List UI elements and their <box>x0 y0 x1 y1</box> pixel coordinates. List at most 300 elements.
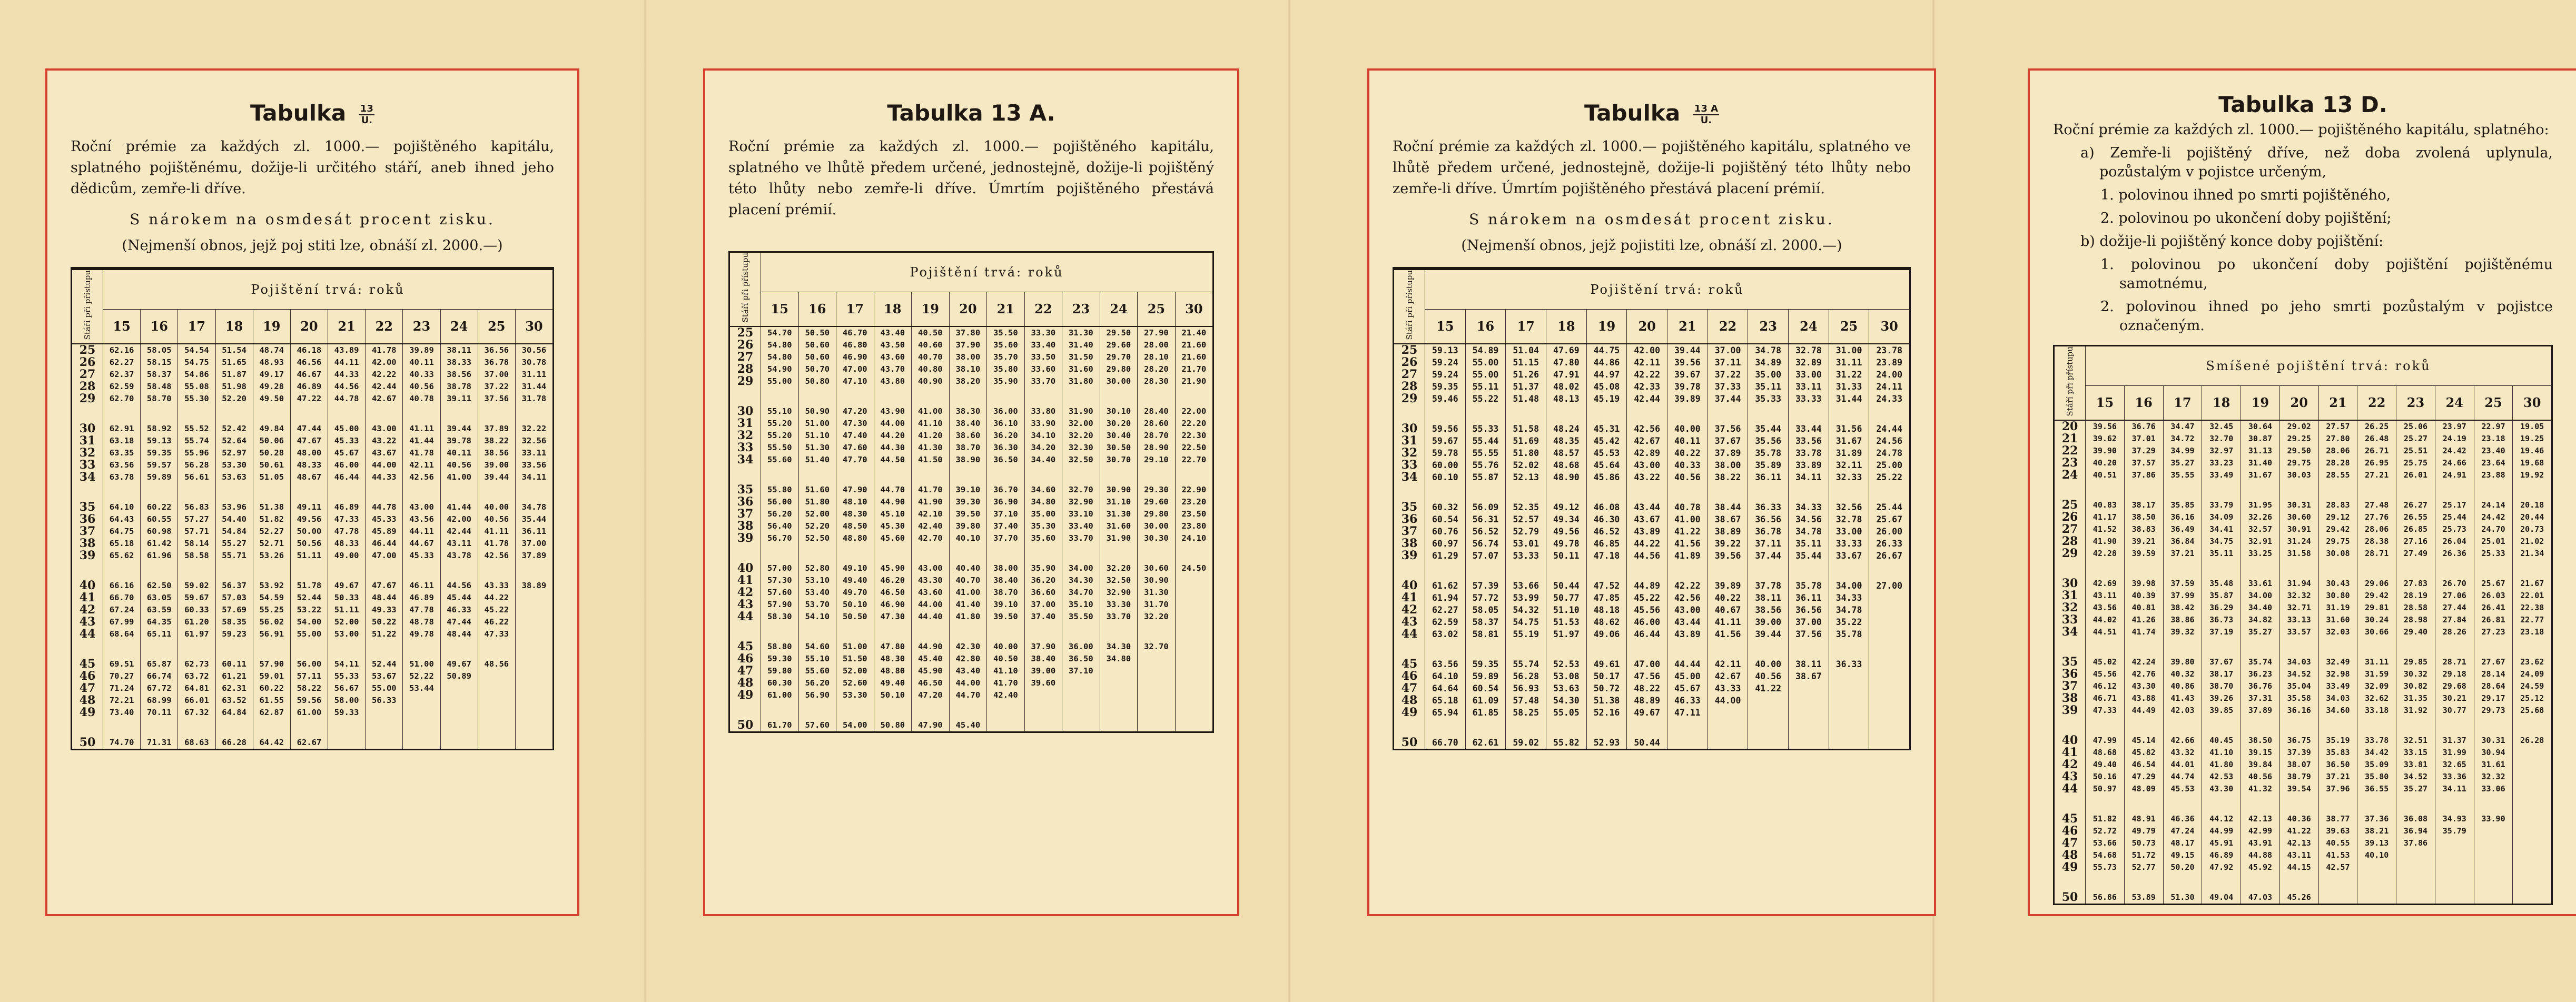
table-row <box>72 459 552 471</box>
panel-title <box>71 100 554 126</box>
duration-column-header: 24 <box>2435 386 2474 420</box>
premium-cell: 37.40 <box>1024 611 1062 623</box>
premium-cell: 38.70 <box>949 442 987 454</box>
premium-cell: 65.94 <box>1425 707 1466 719</box>
premium-cell: 44.15 <box>2279 861 2318 874</box>
premium-cell: 44.49 <box>2124 705 2163 717</box>
premium-cell: 35.22 <box>1829 616 1869 628</box>
table-row <box>1394 344 1909 356</box>
premium-cell: 64.84 <box>215 707 253 719</box>
duration-column-header: 20 <box>1627 310 1667 344</box>
premium-cell: 38.67 <box>1789 670 1829 682</box>
premium-cell: 25.33 <box>2474 548 2513 560</box>
premium-cell: 53.22 <box>290 604 328 616</box>
premium-cell: 25.00 <box>1869 459 1909 471</box>
age-cell: 39 <box>79 548 96 562</box>
fraction-top: 13 A <box>1694 103 1719 114</box>
premium-cell: 29.42 <box>2357 590 2396 602</box>
premium-cell: 51.40 <box>798 454 836 466</box>
premium-cell: 25.44 <box>1869 501 1909 513</box>
premium-cell: 41.20 <box>912 430 950 442</box>
premium-cell: 40.70 <box>912 351 950 363</box>
premium-cell: 24.09 <box>2513 668 2551 680</box>
premium-cell: 36.78 <box>1748 525 1789 538</box>
premium-cell: 35.80 <box>987 363 1025 375</box>
premium-cell: 48.24 <box>1546 423 1587 435</box>
premium-cell <box>1138 677 1176 689</box>
premium-cell: 49.15 <box>2163 849 2202 861</box>
premium-cell: 24.70 <box>2474 523 2513 535</box>
premium-cell: 25.68 <box>2513 705 2551 717</box>
premium-cell: 41.56 <box>1708 628 1748 640</box>
duration-column-header: 20 <box>290 310 328 344</box>
premium-cell: 49.67 <box>1627 707 1667 719</box>
premium-cell: 72.21 <box>103 695 141 707</box>
premium-cell: 34.52 <box>2279 668 2318 680</box>
premium-cell: 36.75 <box>2279 735 2318 747</box>
premium-cell <box>403 737 440 749</box>
premium-cell: 24.66 <box>2435 457 2474 469</box>
premium-cell: 64.43 <box>103 513 141 525</box>
premium-cell: 37.67 <box>1708 435 1748 447</box>
premium-cell: 28.83 <box>2318 499 2357 511</box>
premium-cell: 23.78 <box>1869 344 1909 356</box>
premium-cell: 33.33 <box>1829 538 1869 550</box>
premium-cell: 44.70 <box>949 689 987 701</box>
premium-cell: 35.27 <box>2241 626 2280 638</box>
premium-cell: 62.27 <box>1425 604 1466 616</box>
premium-cell: 59.35 <box>1425 381 1466 393</box>
table-row <box>1394 616 1909 628</box>
premium-cell: 31.11 <box>1829 356 1869 369</box>
premium-cell <box>515 658 552 670</box>
premium-cell: 36.56 <box>1748 513 1789 525</box>
premium-cell: 55.19 <box>1506 628 1546 640</box>
premium-cell: 30.32 <box>2396 668 2435 680</box>
premium-cell: 58.37 <box>1465 616 1506 628</box>
premium-cell: 35.48 <box>2202 578 2241 590</box>
age-cell: 39 <box>737 531 754 545</box>
premium-cell: 66.70 <box>1425 737 1466 749</box>
premium-cell: 52.02 <box>1506 459 1546 471</box>
age-cell: 32 <box>2061 600 2078 614</box>
premium-cell: 62.50 <box>141 580 178 592</box>
premium-cell: 46.44 <box>1627 628 1667 640</box>
duration-column-header: 24 <box>1100 292 1138 326</box>
age-cell: 32 <box>1401 445 1418 460</box>
premium-cell: 46.52 <box>1586 525 1627 538</box>
premium-cell: 35.44 <box>1789 550 1829 562</box>
premium-cell: 52.93 <box>1586 737 1627 749</box>
premium-cell: 33.78 <box>1789 447 1829 459</box>
duration-column-header: 19 <box>1586 310 1627 344</box>
premium-cell: 57.30 <box>761 574 799 587</box>
premium-cell: 43.88 <box>2124 692 2163 705</box>
premium-cell <box>403 707 440 719</box>
table-row <box>72 550 552 562</box>
premium-cell: 32.45 <box>2202 420 2241 433</box>
premium-cell: 53.92 <box>253 580 290 592</box>
premium-cell: 32.65 <box>2435 759 2474 771</box>
premium-cell: 30.20 <box>1100 418 1138 430</box>
premium-cell: 26.67 <box>1869 550 1909 562</box>
table-row <box>72 580 552 592</box>
premium-cell: 50.50 <box>836 611 874 623</box>
premium-cell: 43.40 <box>949 665 987 677</box>
premium-cell: 45.82 <box>2124 747 2163 759</box>
premium-cell <box>478 682 515 695</box>
premium-cell: 38.89 <box>515 580 552 592</box>
table-row <box>72 525 552 538</box>
premium-cell: 64.10 <box>103 501 141 513</box>
premium-cell: 35.80 <box>2357 771 2396 783</box>
premium-cell <box>1789 707 1829 719</box>
premium-cell: 37.67 <box>2202 656 2241 668</box>
age-cell: 40 <box>1401 578 1418 592</box>
premium-cell: 41.10 <box>2202 747 2241 759</box>
premium-cell: 21.70 <box>1175 363 1212 375</box>
premium-cell: 65.62 <box>103 550 141 562</box>
premium-cell: 39.13 <box>2357 837 2396 849</box>
premium-cell: 47.00 <box>1627 658 1667 670</box>
premium-cell: 55.50 <box>761 442 799 454</box>
premium-cell: 62.67 <box>290 737 328 749</box>
premium-cell: 33.11 <box>1789 381 1829 393</box>
premium-cell: 39.59 <box>2124 548 2163 560</box>
duration-column-header: 20 <box>949 292 987 326</box>
premium-cell: 34.03 <box>2318 692 2357 705</box>
premium-cell: 38.17 <box>2124 499 2163 511</box>
premium-cell: 55.27 <box>215 538 253 550</box>
premium-cell: 49.06 <box>1586 628 1627 640</box>
premium-cell: 48.44 <box>366 592 403 604</box>
premium-cell: 29.73 <box>2474 705 2513 717</box>
table-row <box>2055 469 2551 481</box>
premium-cell: 56.31 <box>1465 513 1506 525</box>
premium-cell: 59.57 <box>141 459 178 471</box>
premium-cell: 68.99 <box>141 695 178 707</box>
premium-cell <box>2318 891 2357 904</box>
premium-cell: 43.44 <box>1667 616 1708 628</box>
premium-cell: 31.60 <box>2318 614 2357 626</box>
premium-cell: 33.78 <box>2357 735 2396 747</box>
premium-cell: 40.56 <box>1667 471 1708 483</box>
premium-cell: 40.86 <box>2163 680 2202 692</box>
premium-cell: 38.67 <box>1708 513 1748 525</box>
table-row <box>2055 614 2551 626</box>
premium-cell: 48.17 <box>2163 837 2202 849</box>
premium-cell: 44.30 <box>874 442 912 454</box>
premium-cell: 29.70 <box>1100 351 1138 363</box>
premium-cell: 37.00 <box>1789 616 1829 628</box>
premium-cell: 22.20 <box>1175 418 1212 430</box>
premium-cell: 60.76 <box>1425 525 1466 538</box>
premium-cell: 47.20 <box>836 405 874 418</box>
premium-cell: 43.56 <box>403 513 440 525</box>
table-row <box>1394 737 1909 749</box>
premium-cell: 38.70 <box>987 587 1025 599</box>
premium-cell: 51.53 <box>1546 616 1587 628</box>
premium-cell: 46.89 <box>328 501 366 513</box>
premium-cell: 35.78 <box>1829 628 1869 640</box>
premium-cell: 32.56 <box>515 435 552 447</box>
age-cell: 25 <box>79 343 96 357</box>
premium-cell: 54.80 <box>761 351 799 363</box>
premium-cell: 37.56 <box>1789 628 1829 640</box>
premium-cell: 54.54 <box>178 344 215 356</box>
premium-cell: 28.64 <box>2474 680 2513 692</box>
premium-cell: 33.49 <box>2318 680 2357 692</box>
premium-cell: 21.40 <box>1175 326 1212 339</box>
premium-cell: 63.18 <box>103 435 141 447</box>
premium-cell: 46.71 <box>2086 692 2125 705</box>
duration-header: Smíšené pojištění trvá: roků <box>2086 346 2552 386</box>
premium-cell: 36.11 <box>1789 592 1829 604</box>
premium-cell: 70.11 <box>141 707 178 719</box>
premium-cell <box>1869 695 1909 707</box>
premium-cell: 37.89 <box>1708 447 1748 459</box>
premium-cell: 59.24 <box>1425 356 1466 369</box>
premium-cell: 42.56 <box>478 550 515 562</box>
premium-cell <box>1175 599 1212 611</box>
premium-cell: 49.17 <box>253 369 290 381</box>
premium-cell: 27.67 <box>2474 656 2513 668</box>
premium-cell <box>2513 783 2551 795</box>
premium-cell: 37.44 <box>1708 393 1748 405</box>
premium-cell: 45.26 <box>2279 891 2318 904</box>
table-row <box>730 677 1212 689</box>
premium-cell: 31.30 <box>1138 587 1176 599</box>
age-cell: 35 <box>1401 500 1418 514</box>
premium-cell: 49.00 <box>328 550 366 562</box>
premium-cell: 50.50 <box>798 326 836 339</box>
premium-cell: 49.28 <box>253 381 290 393</box>
premium-cell <box>2513 891 2551 904</box>
premium-cell: 40.50 <box>987 653 1025 665</box>
premium-cell: 49.34 <box>1546 513 1587 525</box>
premium-cell: 68.63 <box>178 737 215 749</box>
premium-cell: 51.00 <box>836 641 874 653</box>
premium-cell: 41.90 <box>2086 535 2125 548</box>
premium-cell: 35.55 <box>2163 469 2202 481</box>
premium-cell: 35.04 <box>2279 680 2318 692</box>
premium-cell: 30.77 <box>2435 705 2474 717</box>
premium-cell: 40.78 <box>403 393 440 405</box>
premium-cell: 38.70 <box>2202 680 2241 692</box>
premium-cell: 53.40 <box>798 587 836 599</box>
age-cell: 42 <box>1401 602 1418 617</box>
premium-cell: 34.78 <box>515 501 552 513</box>
age-cell: 50 <box>79 735 96 749</box>
premium-cell: 43.40 <box>874 326 912 339</box>
premium-cell: 43.33 <box>1708 682 1748 695</box>
premium-cell: 59.67 <box>178 592 215 604</box>
premium-cell: 38.78 <box>440 381 478 393</box>
premium-cell: 36.76 <box>2241 680 2280 692</box>
premium-cell: 49.79 <box>2124 825 2163 837</box>
intro-block <box>2053 121 2553 335</box>
premium-cell: 47.11 <box>1667 707 1708 719</box>
premium-cell: 34.40 <box>1024 454 1062 466</box>
premium-cell: 44.51 <box>2086 626 2125 638</box>
premium-cell: 63.59 <box>141 604 178 616</box>
table-row <box>2055 602 2551 614</box>
premium-cell: 31.37 <box>2435 735 2474 747</box>
premium-cell: 60.33 <box>178 604 215 616</box>
table-row <box>2055 578 2551 590</box>
premium-cell: 41.80 <box>2202 759 2241 771</box>
premium-cell: 29.60 <box>1100 339 1138 351</box>
premium-cell: 31.60 <box>1100 520 1138 532</box>
premium-cell: 33.56 <box>515 459 552 471</box>
table-row <box>72 356 552 369</box>
table-row <box>1394 459 1909 471</box>
premium-cell: 35.11 <box>1789 538 1829 550</box>
premium-cell: 43.11 <box>440 538 478 550</box>
premium-cell: 60.97 <box>1425 538 1466 550</box>
premium-cell: 45.67 <box>1667 682 1708 695</box>
premium-cell <box>987 719 1025 731</box>
profit-note: S nárokem na osmdesát procent zisku. <box>1469 211 1834 228</box>
premium-cell: 33.11 <box>515 447 552 459</box>
premium-cell: 50.70 <box>798 363 836 375</box>
premium-cell: 37.00 <box>478 369 515 381</box>
premium-cell: 48.30 <box>874 653 912 665</box>
premium-cell: 58.05 <box>141 344 178 356</box>
premium-cell: 37.36 <box>2357 813 2396 825</box>
row-group-gap <box>72 640 552 658</box>
fraction-bottom: U. <box>361 114 373 126</box>
premium-cell: 35.44 <box>515 513 552 525</box>
premium-cell: 49.40 <box>874 677 912 689</box>
premium-cell: 41.90 <box>912 496 950 508</box>
premium-cell: 60.32 <box>1425 501 1466 513</box>
title-text: Tabulka <box>1584 100 1681 126</box>
premium-cell: 38.56 <box>1748 604 1789 616</box>
age-cell: 45 <box>1401 657 1418 671</box>
premium-cell: 59.46 <box>1425 393 1466 405</box>
premium-cell: 50.22 <box>366 616 403 628</box>
premium-cell <box>1869 592 1909 604</box>
premium-cell: 28.98 <box>2396 614 2435 626</box>
premium-cell <box>1829 682 1869 695</box>
age-cell: 43 <box>737 597 754 611</box>
premium-cell <box>2474 861 2513 874</box>
premium-cell: 48.56 <box>478 658 515 670</box>
row-group-gap <box>2055 874 2551 891</box>
table-row <box>2055 692 2551 705</box>
table-panel-13-u <box>45 68 579 916</box>
premium-cell: 38.83 <box>2124 523 2163 535</box>
premium-cell: 67.99 <box>103 616 141 628</box>
premium-cell: 30.31 <box>2474 735 2513 747</box>
premium-cell: 51.38 <box>1586 695 1627 707</box>
premium-cell: 39.50 <box>987 611 1025 623</box>
premium-cell: 26.81 <box>2474 614 2513 626</box>
premium-cell: 43.30 <box>912 574 950 587</box>
age-cell: 25 <box>737 325 754 340</box>
premium-cell: 46.89 <box>403 592 440 604</box>
premium-cell: 52.22 <box>403 670 440 682</box>
premium-cell: 47.24 <box>2163 825 2202 837</box>
premium-cell: 48.68 <box>2086 747 2125 759</box>
premium-cell: 42.44 <box>1627 393 1667 405</box>
premium-cell: 34.00 <box>1829 580 1869 592</box>
premium-cell: 52.35 <box>1506 501 1546 513</box>
premium-cell: 48.18 <box>1586 604 1627 616</box>
premium-cell: 34.56 <box>1789 513 1829 525</box>
premium-cell: 66.16 <box>103 580 141 592</box>
table-row <box>1394 580 1909 592</box>
premium-cell: 44.20 <box>874 430 912 442</box>
premium-cell: 55.74 <box>178 435 215 447</box>
premium-cell: 29.06 <box>2357 578 2396 590</box>
premium-cell: 60.55 <box>141 513 178 525</box>
age-cell: 36 <box>79 512 96 526</box>
premium-cell: 39.44 <box>440 423 478 435</box>
table-row <box>730 418 1212 430</box>
premium-cell: 32.00 <box>1062 418 1100 430</box>
row-group-gap <box>2055 795 2551 813</box>
premium-cell: 50.17 <box>1586 670 1627 682</box>
premium-cell: 40.10 <box>2357 849 2396 861</box>
premium-cell: 31.00 <box>1829 344 1869 356</box>
premium-cell: 54.40 <box>215 513 253 525</box>
premium-cell: 52.42 <box>215 423 253 435</box>
premium-cell: 41.78 <box>366 344 403 356</box>
premium-cell: 45.08 <box>1586 381 1627 393</box>
premium-cell: 58.14 <box>178 538 215 550</box>
age-cell: 30 <box>2061 576 2078 590</box>
premium-cell: 51.82 <box>253 513 290 525</box>
premium-cell: 46.44 <box>366 538 403 550</box>
premium-cell: 24.11 <box>1869 381 1909 393</box>
premium-cell: 44.74 <box>2163 771 2202 783</box>
table-row <box>730 430 1212 442</box>
premium-cell: 44.50 <box>874 454 912 466</box>
premium-cell: 39.56 <box>1708 550 1748 562</box>
premium-cell: 34.20 <box>1024 442 1062 454</box>
premium-cell: 24.56 <box>1869 435 1909 447</box>
duration-column-header: 22 <box>1024 292 1062 326</box>
premium-cell: 33.67 <box>1829 550 1869 562</box>
premium-cell: 45.53 <box>1586 447 1627 459</box>
premium-cell: 39.89 <box>403 344 440 356</box>
premium-cell: 45.31 <box>1586 423 1627 435</box>
premium-cell: 48.57 <box>1546 447 1587 459</box>
premium-cell: 44.75 <box>1586 344 1627 356</box>
premium-cell: 51.30 <box>2163 891 2202 904</box>
premium-cell: 32.71 <box>2279 602 2318 614</box>
premium-cell: 41.11 <box>403 423 440 435</box>
premium-cell: 44.88 <box>2241 849 2280 861</box>
premium-cell: 55.10 <box>798 653 836 665</box>
premium-cell: 44.56 <box>440 580 478 592</box>
premium-cell: 33.50 <box>1024 351 1062 363</box>
premium-cell: 33.60 <box>1024 363 1062 375</box>
premium-cell: 21.60 <box>1175 339 1212 351</box>
table-row <box>1394 447 1909 459</box>
rate-table <box>730 253 1212 731</box>
premium-cell: 48.90 <box>1546 471 1587 483</box>
premium-cell <box>515 682 552 695</box>
premium-cell: 31.44 <box>1829 393 1869 405</box>
duration-column-header: 15 <box>2086 386 2125 420</box>
premium-cell: 47.00 <box>836 363 874 375</box>
premium-cell: 28.19 <box>2396 590 2435 602</box>
age-cell: 24 <box>2061 468 2078 482</box>
premium-cell: 44.00 <box>912 599 950 611</box>
